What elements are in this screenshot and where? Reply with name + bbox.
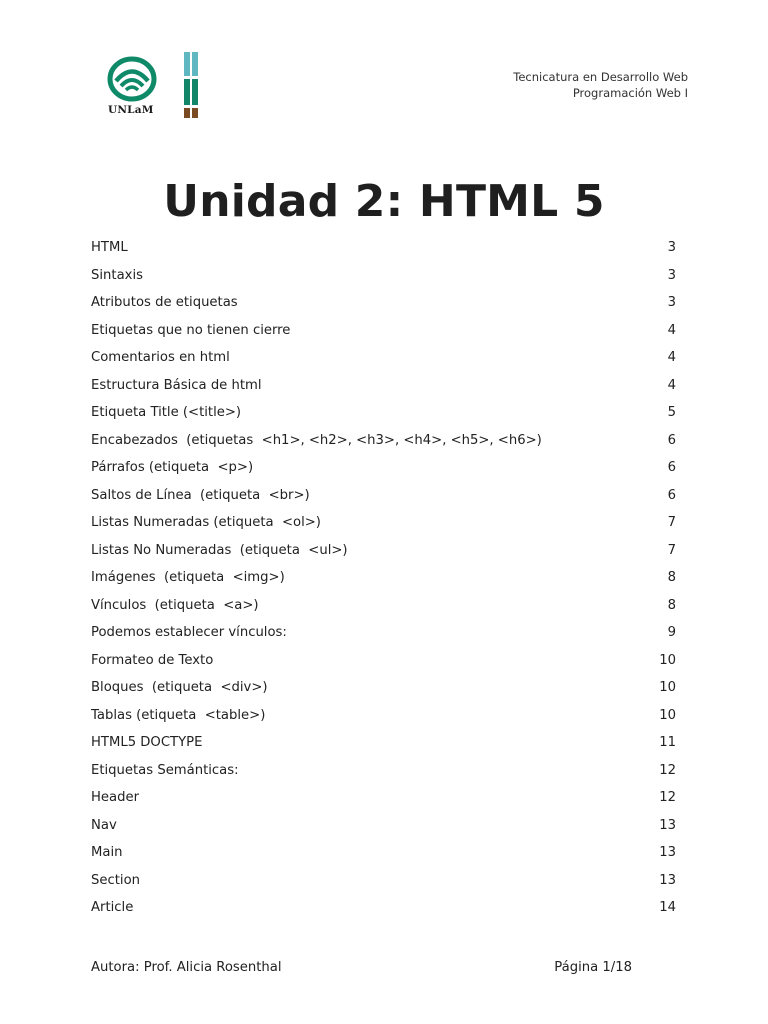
toc-entry-label: Sintaxis bbox=[91, 267, 143, 283]
toc-entry-page: 4 bbox=[667, 350, 676, 366]
toc-entry-label: Section bbox=[91, 872, 140, 888]
toc-entry[interactable] bbox=[91, 812, 677, 840]
toc-entry-page: 6 bbox=[667, 432, 676, 448]
toc-entry-label: Nav bbox=[91, 817, 117, 833]
page-footer bbox=[91, 960, 632, 975]
toc-entry-page: 6 bbox=[667, 487, 676, 503]
toc-entry-page: 10 bbox=[659, 680, 676, 696]
toc-entry[interactable] bbox=[91, 619, 677, 647]
toc-entry-page: 9 bbox=[667, 625, 676, 641]
toc-entry-page: 14 bbox=[659, 900, 676, 916]
toc-entry-page: 6 bbox=[667, 460, 676, 476]
toc-entry-label: Saltos de Línea (etiqueta <br>) bbox=[91, 487, 310, 503]
toc-entry-label: Encabezados (etiquetas <h1>, <h2>, <h3>, <h4>, <h5>, <h6>) bbox=[91, 432, 542, 448]
toc-entry[interactable] bbox=[91, 509, 677, 537]
toc-entry-page: 10 bbox=[659, 707, 676, 723]
table-of-contents bbox=[91, 234, 677, 922]
toc-entry-label: Vínculos (etiqueta <a>) bbox=[91, 597, 259, 613]
bars-logo-icon bbox=[184, 52, 200, 118]
toc-entry-label: Etiquetas que no tienen cierre bbox=[91, 322, 291, 338]
toc-entry[interactable] bbox=[91, 262, 677, 290]
toc-entry-label: Atributos de etiquetas bbox=[91, 295, 238, 311]
toc-entry-page: 8 bbox=[667, 597, 676, 613]
toc-entry-page: 4 bbox=[667, 377, 676, 393]
toc-entry-page: 7 bbox=[667, 515, 676, 531]
toc-entry-label: HTML bbox=[91, 240, 128, 256]
toc-entry[interactable] bbox=[91, 784, 677, 812]
unlam-wordmark: UNLaM bbox=[108, 104, 154, 116]
toc-entry-page: 3 bbox=[667, 267, 676, 283]
footer-page-number: Página 1/18 bbox=[554, 960, 632, 975]
toc-entry-page: 12 bbox=[659, 762, 676, 778]
toc-entry-label: Párrafos (etiqueta <p>) bbox=[91, 460, 254, 476]
toc-entry-label: HTML5 DOCTYPE bbox=[91, 735, 203, 751]
toc-entry-label: Comentarios en html bbox=[91, 350, 230, 366]
toc-entry[interactable] bbox=[91, 427, 677, 455]
toc-entry-page: 5 bbox=[667, 405, 676, 421]
toc-entry-page: 8 bbox=[667, 570, 676, 586]
toc-entry-label: Podemos establecer vínculos: bbox=[91, 625, 287, 641]
subject-name: Programación Web I bbox=[572, 86, 688, 100]
toc-entry-label: Listas No Numeradas (etiqueta <ul>) bbox=[91, 542, 348, 558]
course-name: Tecnicatura en Desarrollo Web bbox=[513, 70, 688, 84]
toc-entry-label: Formateo de Texto bbox=[91, 652, 214, 668]
toc-entry-page: 3 bbox=[667, 295, 676, 311]
toc-entry[interactable] bbox=[91, 867, 677, 895]
toc-entry[interactable] bbox=[91, 372, 677, 400]
toc-entry-page: 13 bbox=[659, 817, 676, 833]
toc-entry-label: Imágenes (etiqueta <img>) bbox=[91, 570, 285, 586]
toc-entry-page: 3 bbox=[667, 240, 676, 256]
toc-entry-label: Bloques (etiqueta <div>) bbox=[91, 680, 268, 696]
toc-entry-page: 7 bbox=[667, 542, 676, 558]
toc-entry-page: 12 bbox=[659, 790, 676, 806]
toc-entry-label: Main bbox=[91, 845, 123, 861]
toc-entry[interactable] bbox=[91, 399, 677, 427]
toc-entry[interactable] bbox=[91, 647, 677, 675]
toc-entry-label: Etiquetas Semánticas: bbox=[91, 762, 239, 778]
toc-entry[interactable] bbox=[91, 234, 677, 262]
toc-entry[interactable] bbox=[91, 454, 677, 482]
toc-entry[interactable] bbox=[91, 289, 677, 317]
toc-entry-label: Listas Numeradas (etiqueta <ol>) bbox=[91, 515, 321, 531]
toc-entry[interactable] bbox=[91, 894, 677, 922]
toc-entry-label: Header bbox=[91, 790, 140, 806]
toc-entry-label: Etiqueta Title (<title>) bbox=[91, 405, 242, 421]
toc-entry[interactable] bbox=[91, 592, 677, 620]
footer-author: Autora: Prof. Alicia Rosenthal bbox=[91, 960, 282, 975]
toc-entry-label: Article bbox=[91, 900, 134, 916]
toc-entry[interactable] bbox=[91, 344, 677, 372]
toc-entry-page: 13 bbox=[659, 872, 676, 888]
course-header bbox=[513, 69, 688, 101]
toc-entry[interactable] bbox=[91, 482, 677, 510]
toc-entry-page: 11 bbox=[659, 735, 676, 751]
page-title: Unidad 2: HTML 5 bbox=[163, 176, 605, 227]
toc-entry[interactable] bbox=[91, 757, 677, 785]
toc-entry[interactable] bbox=[91, 674, 677, 702]
toc-entry[interactable] bbox=[91, 537, 677, 565]
toc-entry-page: 13 bbox=[659, 845, 676, 861]
toc-entry-label: Tablas (etiqueta <table>) bbox=[91, 707, 266, 723]
toc-entry-label: Estructura Básica de html bbox=[91, 377, 262, 393]
unlam-emblem-icon bbox=[107, 56, 157, 102]
toc-entry[interactable] bbox=[91, 702, 677, 730]
toc-entry-page: 10 bbox=[659, 652, 676, 668]
logo-area bbox=[104, 50, 214, 120]
toc-entry[interactable] bbox=[91, 317, 677, 345]
toc-entry[interactable] bbox=[91, 564, 677, 592]
toc-entry-page: 4 bbox=[667, 322, 676, 338]
toc-entry[interactable] bbox=[91, 839, 677, 867]
toc-entry[interactable] bbox=[91, 729, 677, 757]
